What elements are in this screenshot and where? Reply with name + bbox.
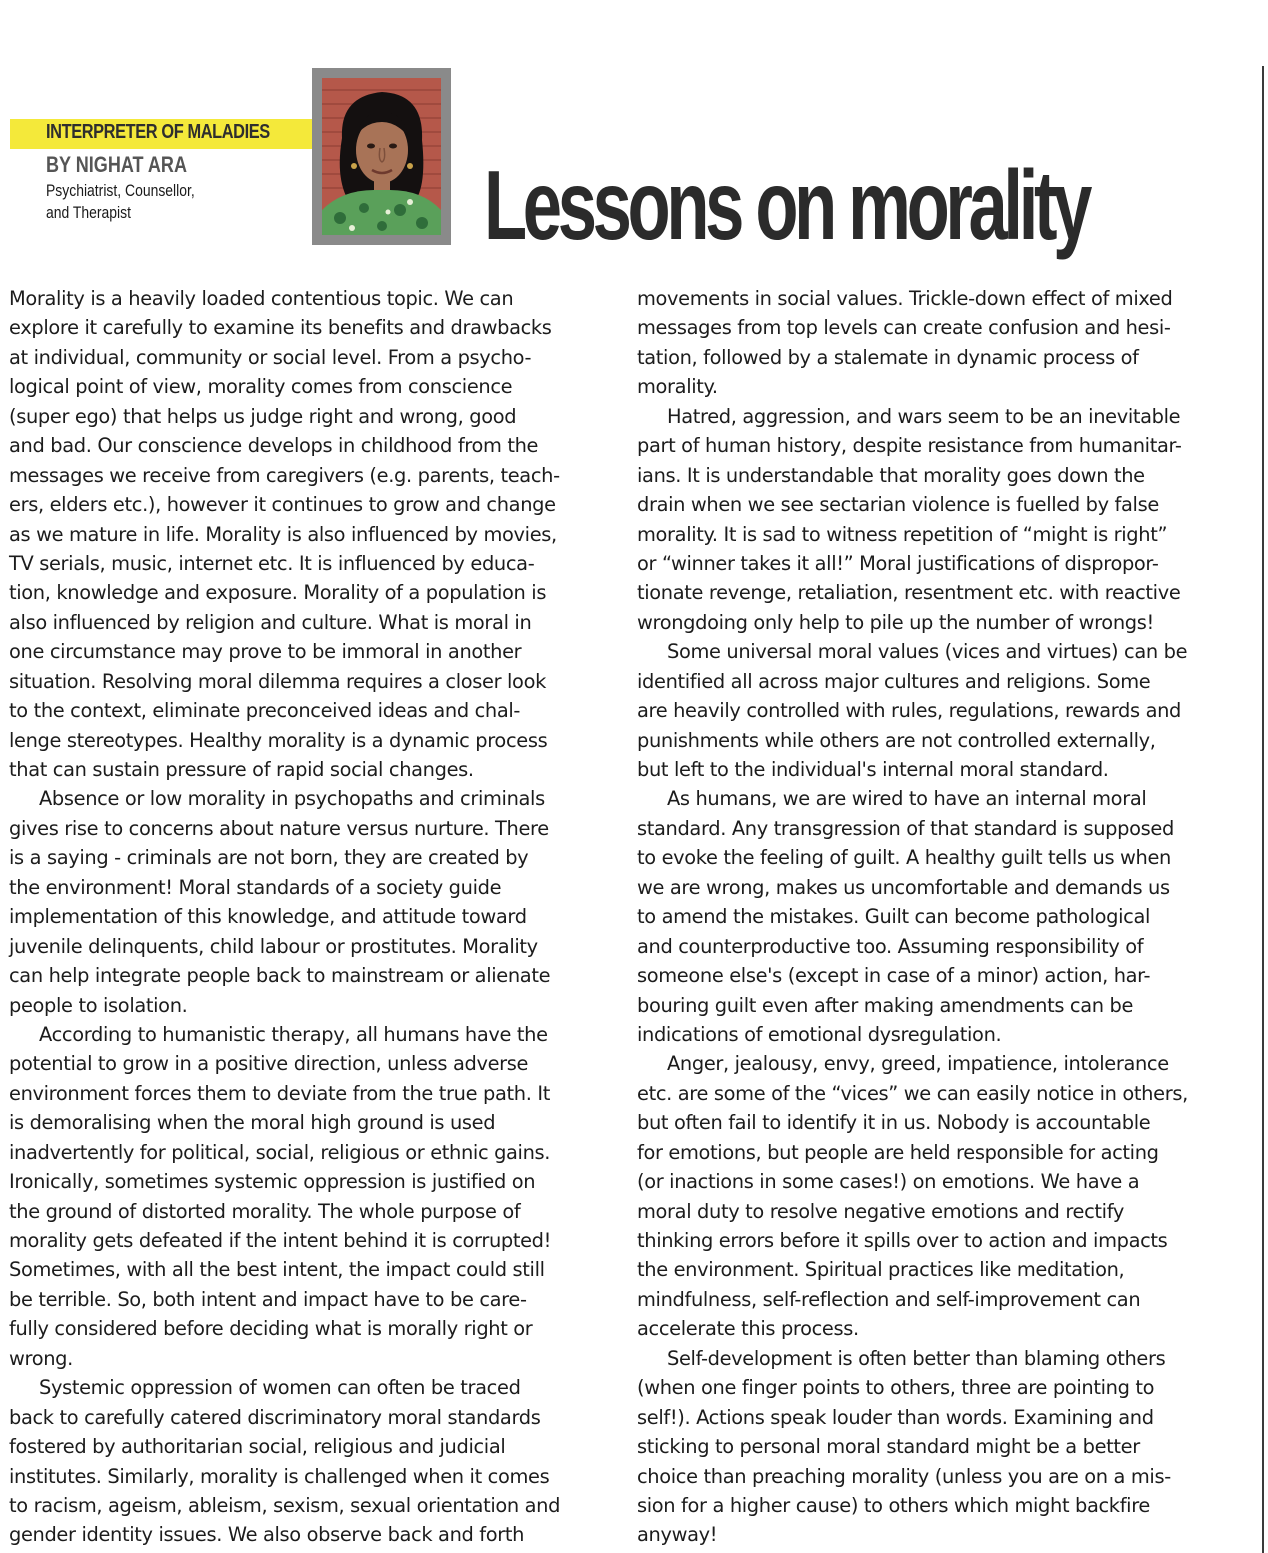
- body-text-line: etc. are some of the “vices” we can easily notice in others,: [637, 1081, 1188, 1105]
- author-role-line: Psychiatrist, Counsellor,: [46, 181, 195, 200]
- body-text-line: fully considered before deciding what is morally right or: [9, 1317, 533, 1341]
- body-text-line: sticking to personal moral standard might be a better: [637, 1435, 1140, 1459]
- body-text-line: morality gets defeated if the intent behind it is corrupted!: [9, 1229, 552, 1252]
- body-text-line: TV serials, music, internet etc. It is influenced by educa-: [9, 551, 535, 575]
- body-text-line: movements in social values. Trickle-down effect of mixed: [637, 287, 1173, 310]
- body-text-line: Absence or low morality in psychopaths and criminals: [39, 787, 545, 811]
- body-text-line: thinking errors before it spills over to action and impacts: [637, 1229, 1168, 1252]
- author-byline: BY NIGHAT ARA: [46, 152, 187, 177]
- body-text-line: we are wrong, makes us uncomfortable and demands us: [637, 875, 1170, 899]
- body-text-line: sion for a higher cause) to others which might backfire: [637, 1493, 1150, 1517]
- body-text-line: moral duty to resolve negative emotions and rectify: [637, 1199, 1124, 1223]
- body-text-line: situation. Resolving moral dilemma requires a closer look: [9, 669, 546, 693]
- column-kicker: INTERPRETER OF MALADIES: [46, 121, 270, 143]
- body-text-line: at individual, community or social level. From a psycho-: [9, 345, 532, 369]
- body-text-line: to racism, ageism, ableism, sexism, sexual orientation and: [9, 1493, 561, 1517]
- author-role: [46, 180, 195, 224]
- body-text-line: but left to the individual's internal moral standard.: [637, 758, 1109, 781]
- body-text-line: environment forces them to deviate from the true path. It: [9, 1081, 550, 1105]
- author-role-line: and Therapist: [46, 203, 131, 222]
- body-text-line: self!). Actions speak louder than words. Examining and: [637, 1405, 1154, 1429]
- body-text-line: the environment! Moral standards of a society guide: [9, 875, 502, 899]
- body-text-line: accelerate this process.: [637, 1317, 859, 1341]
- body-text-line: standard. Any transgression of that standard is supposed: [637, 816, 1174, 840]
- body-text-line: implementation of this knowledge, and attitude toward: [9, 905, 527, 929]
- body-text-line: to amend the mistakes. Guilt can become pathological: [637, 905, 1151, 929]
- body-text-line: choice than preaching morality (unless you are on a mis-: [637, 1464, 1171, 1488]
- body-text-line: morality.: [637, 375, 718, 399]
- body-text-line: logical point of view, morality comes from conscience: [9, 375, 513, 399]
- body-text-line: are heavily controlled with rules, regulations, rewards and: [637, 699, 1181, 723]
- body-text-line: tation, followed by a stalemate in dynamic process of: [637, 345, 1139, 369]
- body-text-line: wrong.: [9, 1346, 73, 1370]
- body-text-line: Systemic oppression of women can often be traced: [39, 1376, 521, 1400]
- body-text-line: gender identity issues. We also observe back and forth: [9, 1523, 525, 1547]
- body-text-line: indications of emotional dysregulation.: [637, 1022, 1002, 1046]
- body-text-line: people to isolation.: [9, 993, 188, 1017]
- body-text-line: messages from top levels can create confusion and hesi-: [637, 316, 1171, 340]
- body-text-line: Self-development is often better than blaming others: [667, 1346, 1166, 1370]
- body-text-line: that can sustain pressure of rapid social changes.: [9, 758, 474, 781]
- body-text-line: bouring guilt even after making amendments can be: [637, 993, 1134, 1017]
- body-text-line: wrongdoing only help to pile up the number of wrongs!: [637, 610, 1154, 634]
- body-text-line: back to carefully catered discriminatory moral standards: [9, 1405, 541, 1429]
- body-text-line: to evoke the feeling of guilt. A healthy guilt tells us when: [637, 846, 1171, 870]
- body-text-line: mindfulness, self-reflection and self-improvement can: [637, 1287, 1141, 1311]
- body-text-line: gives rise to concerns about nature versus nurture. There: [9, 816, 549, 840]
- body-text-line: potential to grow in a positive direction, unless adverse: [9, 1052, 529, 1076]
- body-text-line: juvenile delinquents, child labour or prostitutes. Morality: [9, 934, 538, 958]
- body-text-line: (when one finger points to others, three are pointing to: [637, 1376, 1155, 1400]
- body-text-line: punishments while others are not controlled externally,: [637, 728, 1156, 752]
- author-photo-frame: [312, 68, 451, 245]
- body-text-line: someone else's (except in case of a minor) action, har-: [637, 964, 1151, 988]
- body-text-line: as we mature in life. Morality is also influenced by movies,: [9, 522, 557, 546]
- author-photo: [322, 78, 441, 235]
- body-text-line: (super ego) that helps us judge right and wrong, good: [9, 404, 517, 428]
- body-text-line: Hatred, aggression, and wars seem to be an inevitable: [667, 404, 1181, 428]
- body-text-line: can help integrate people back to mainstream or alienate: [9, 964, 551, 988]
- body-text-line: is a saying - criminals are not born, they are created by: [9, 846, 529, 870]
- body-text-line: to the context, eliminate preconceived ideas and chal-: [9, 699, 521, 723]
- body-text-line: one circumstance may prove to be immoral in another: [9, 640, 522, 664]
- column-rule: [1262, 66, 1264, 1553]
- body-text-line: is demoralising when the moral high ground is used: [9, 1111, 496, 1135]
- body-text-line: Anger, jealousy, envy, greed, impatience, intolerance: [667, 1052, 1169, 1076]
- body-text-line: and counterproductive too. Assuming responsibility of: [637, 934, 1144, 958]
- article-headline: Lessons on morality: [484, 150, 1089, 260]
- body-text-line: explore it carefully to examine its benefits and drawbacks: [9, 316, 552, 340]
- body-text-line: According to humanistic therapy, all humans have the: [39, 1022, 548, 1046]
- body-text-line: drain when we see sectarian violence is fuelled by false: [637, 493, 1159, 517]
- body-text-line: Morality is a heavily loaded contentious topic. We can: [9, 287, 514, 310]
- body-text-line: identified all across major cultures and religions. Some: [637, 669, 1151, 693]
- article-column-left: [9, 284, 609, 1550]
- body-text-line: tion, knowledge and exposure. Morality of a population is: [9, 581, 547, 605]
- body-text-line: but often fail to identify it in us. Nobody is accountable: [637, 1111, 1151, 1135]
- body-text-line: ers, elders etc.), however it continues to grow and change: [9, 493, 556, 517]
- body-text-line: morality. It is sad to witness repetition of “might is right”: [637, 522, 1168, 546]
- body-text-line: and bad. Our conscience develops in childhood from the: [9, 434, 539, 458]
- body-text-line: lenge stereotypes. Healthy morality is a dynamic process: [9, 728, 548, 752]
- body-text-line: institutes. Similarly, morality is challenged when it comes: [9, 1464, 550, 1488]
- body-text-line: also influenced by religion and culture. What is moral in: [9, 610, 532, 634]
- article-column-right: [637, 284, 1237, 1550]
- body-text-line: As humans, we are wired to have an internal moral: [667, 787, 1147, 811]
- body-text-line: Some universal moral values (vices and virtues) can be: [667, 640, 1188, 664]
- body-text-line: the environment. Spiritual practices like meditation,: [637, 1258, 1125, 1282]
- body-text-line: anyway!: [637, 1523, 718, 1547]
- body-text-line: tionate revenge, retaliation, resentment etc. with reactive: [637, 581, 1181, 605]
- body-text-line: Ironically, sometimes systemic oppression is justified on: [9, 1170, 536, 1194]
- body-text-line: (or inactions in some cases!) on emotions. We have a: [637, 1170, 1140, 1194]
- body-text-line: ians. It is understandable that morality goes down the: [637, 463, 1145, 487]
- body-text-line: be terrible. So, both intent and impact have to be care-: [9, 1287, 527, 1311]
- body-text-line: fostered by authoritarian social, religious and judicial: [9, 1435, 506, 1459]
- body-text-line: messages we receive from caregivers (e.g. parents, teach-: [9, 463, 560, 487]
- body-text-line: part of human history, despite resistance from humanitar-: [637, 434, 1182, 458]
- body-text-line: or “winner takes it all!” Moral justifications of dispropor-: [637, 551, 1159, 575]
- body-text-line: inadvertently for political, social, religious or ethnic gains.: [9, 1140, 551, 1164]
- body-text-line: for emotions, but people are held responsible for acting: [637, 1140, 1159, 1164]
- body-text-line: Sometimes, with all the best intent, the impact could still: [9, 1258, 545, 1282]
- body-text-line: the ground of distorted morality. The whole purpose of: [9, 1199, 521, 1223]
